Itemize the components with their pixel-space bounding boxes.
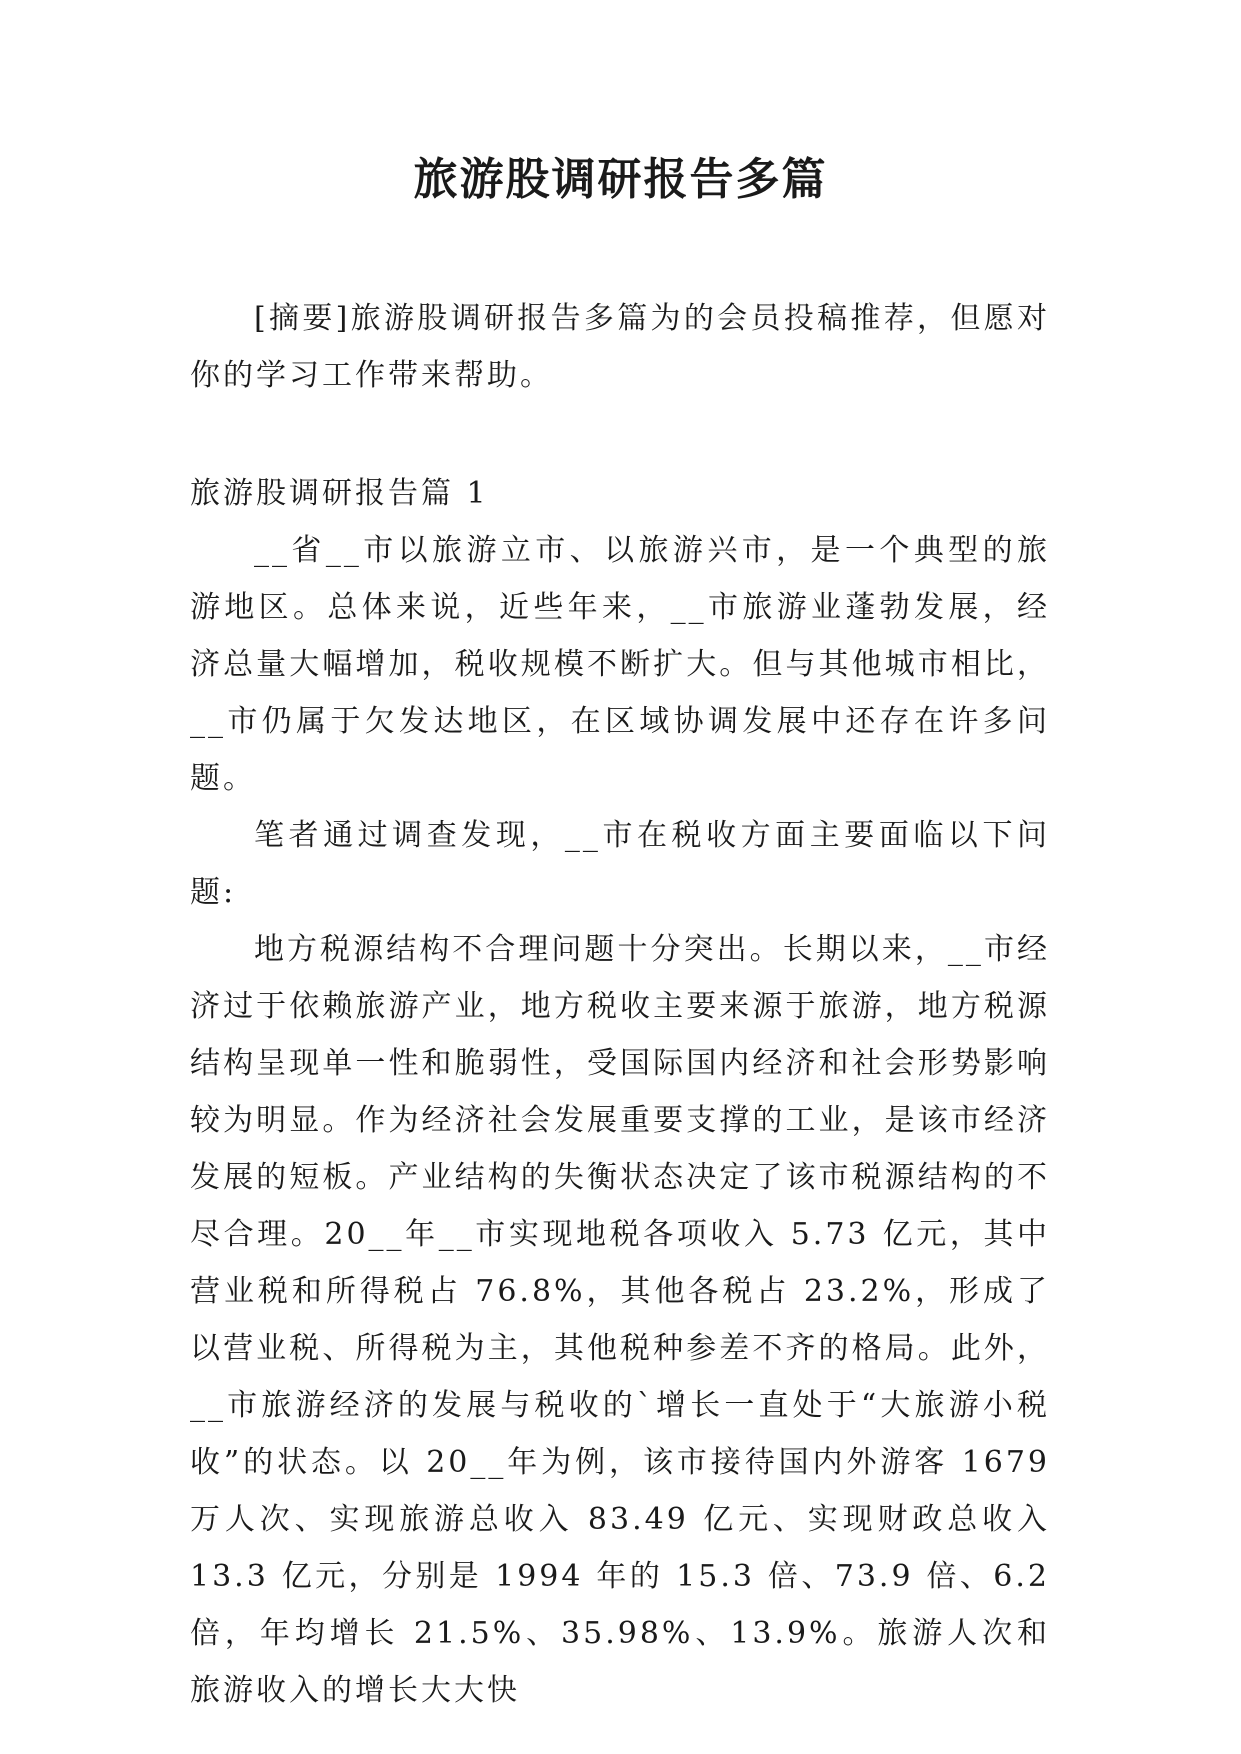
section-heading: 旅游股调研报告篇 1: [190, 476, 489, 511]
section-content: [190, 522, 1050, 1719]
document-title: 旅游股调研报告多篇: [413, 154, 828, 205]
body-paragraph: __省__市以旅游立市、以旅游兴市，是一个典型的旅游地区。总体来说，近些年来，__市旅游业蓬勃发展，经济总量大幅增加，税收规模不断扩大。但与其他城市相比，__市仍属于欠发达地区，在区域协调发展中还存在许多问题。: [190, 533, 1050, 796]
body-paragraph: 地方税源结构不合理问题十分突出。长期以来，__市经济过于依赖旅游产业，地方税收主要来源于旅游，地方税源结构呈现单一性和脆弱性，受国际国内经济和社会形势影响较为明显。作为经济社会发展重要支撑的工业，是该市经济发展的短板。产业结构的失衡状态决定了该市税源结构的不尽合理。20__年__市实现地税各项收入 5.73 亿元，其中营业税和所得税占 76.8%，其他各税占 23.2%，形成了以营业税、所得税为主，其他税种参差不齐的格局。此外，__市旅游经济的发展与税收的`增长一直处于“大旅游小税收”的状态。以 20__年为例，该市接待国内外游客 1679 万人次、实现旅游总收入 83.49 亿元、实现财政总收入 13.3 亿元，分别是 1994 年的 15.3 倍、73.9 倍、6.2 倍，年均增长 21.5%、35.98%、13.9%。旅游人次和旅游收入的增长大大快: [190, 932, 1050, 1708]
body-paragraph: 笔者通过调查发现，__市在税收方面主要面临以下问题:: [190, 818, 1050, 910]
abstract-paragraph: [摘要]旅游股调研报告多篇为的会员投稿推荐，但愿对你的学习工作带来帮助。: [190, 301, 1050, 393]
